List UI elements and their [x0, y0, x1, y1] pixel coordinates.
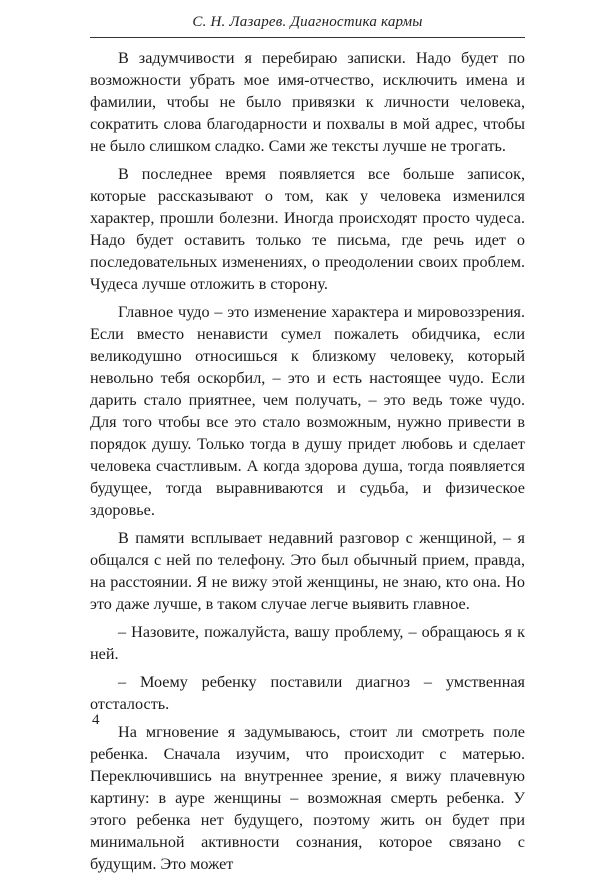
running-head: С. Н. Лазарев. Диагностика кармы [192, 14, 423, 30]
paragraph-6-dialogue: – Моему ребенку поставили диагноз – умственная отсталость. [90, 673, 525, 713]
header-rule [90, 37, 525, 38]
body-text [90, 47, 525, 875]
paragraph-2: В последнее время появляется все больше записок, которые рассказывают о том, как у человека изменился характер, прошли болезни. Иногда происходят просто чудеса. Надо будет оставить только те письма, где речь идет о последовательных изменениях, о преодолении своих проблем. Чудеса лучше отложить в сторону. [90, 165, 525, 293]
paragraph-7: На мгновение я задумываюсь, стоит ли смотреть поле ребенка. Сначала изучим, что происходит с матерью. Переключившись на внутреннее зрение, я вижу плачевную картину: в ауре женщины – возможная смерть ребенка. У этого ребенка нет будущего, поэтому жить он будет при минимальной активности сознания, которое связано с будущим. Это может [90, 723, 525, 873]
paragraph-4: В памяти всплывает недавний разговор с женщиной, – я общался с ней по телефону. Это был обычный прием, правда, на расстоянии. Я не вижу этой женщины, не знаю, кто она. Но это даже лучше, в таком случае легче выявить главное. [90, 529, 525, 613]
page-number: 4 [92, 712, 100, 728]
paragraph-1: В задумчивости я перебираю записки. Надо будет по возможности убрать мое имя-отчество, исключить имена и фамилии, чтобы не было привязки к личности человека, сократить слова благодарности и похвалы в мой адрес, чтобы не было слишком сладко. Сами же тексты лучше не трогать. [90, 49, 525, 155]
paragraph-5-dialogue: – Назовите, пожалуйста, вашу проблему, – обращаюсь я к ней. [90, 623, 525, 663]
paragraph-3: Главное чудо – это изменение характера и мировоззрения. Если вместо ненависти сумел пожалеть обидчика, если великодушно относишься к близкому человеку, который невольно тебя оскорбил, – это и есть настоящее чудо. Если дарить стало приятнее, чем получать, – это ведь тоже чудо. Для того чтобы все это стало возможным, нужно привести в порядок душу. Только тогда в душу придет любовь и сделает человека счастливым. А когда здорова душа, тогда появляется будущее, тогда выравниваются и судьба, и физическое здоровье. [90, 303, 525, 519]
